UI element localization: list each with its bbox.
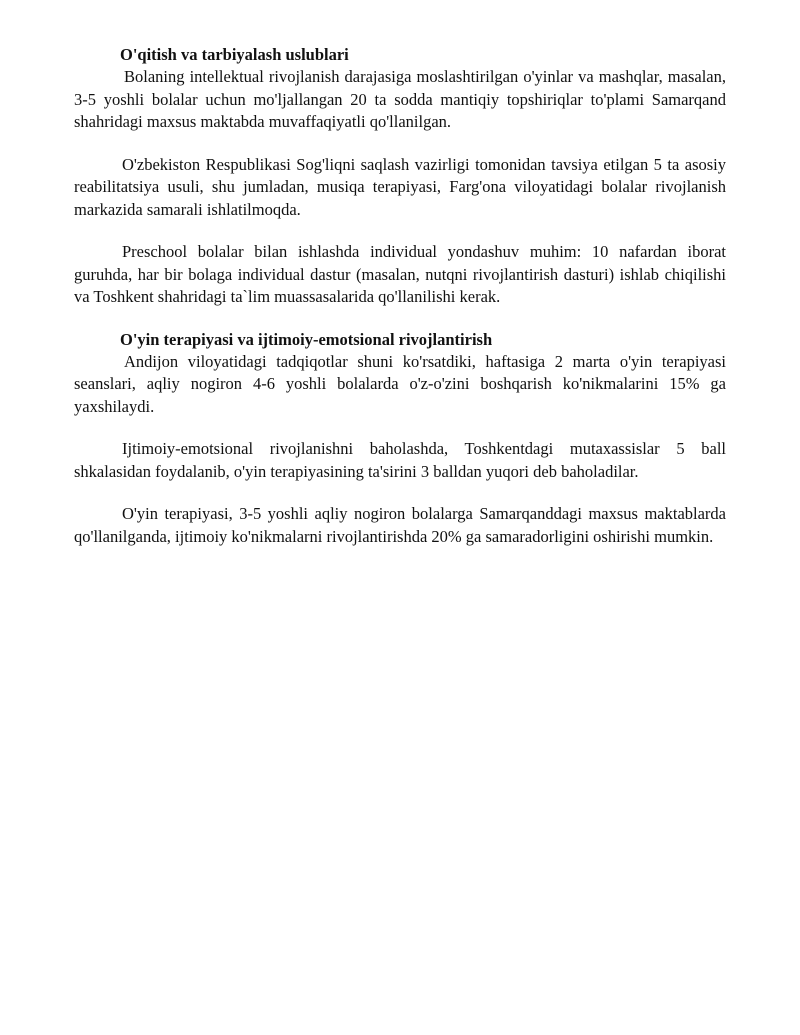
paragraph-gap (74, 221, 726, 241)
paragraph: Preschool bolalar bilan ishlashda individual yondashuv muhim: 10 nafardan iborat guruhda, har bir bolaga individual dastur (masalan, nutqni rivojlantirish dasturi) ishlab chiqilishi va Toshkent shahridagi ta`lim muassasalarida qo'llanilishi kerak. (74, 242, 726, 306)
paragraph-gap (74, 418, 726, 438)
section-gap (74, 309, 726, 329)
paragraph: O'zbekiston Respublikasi Sog'liqni saqlash vazirligi tomonidan tavsiya etilgan 5 ta asosiy reabilitatsiya usuli, shu jumladan, musiqa terapiyasi, Farg'ona viloyatidagi bolalar rivojlanish markazida samarali ishlatilmoqda. (74, 154, 726, 219)
paragraph: Bolaning intellektual rivojlanish darajasiga moslashtirilgan o'yinlar va mashqlar, masalan, 3-5 yoshli bolalar uchun mo'ljallangan 20 ta sodda mantiqiy topshiriqlar to'plami Samarqand shahridagi maxsus maktabda muvaffaqiyatli qo'llanilgan. (74, 67, 726, 131)
paragraph-gap (74, 483, 726, 503)
paragraph: Andijon viloyatidagi tadqiqotlar shuni ko'rsatdiki, haftasiga 2 marta o'yin terapiyasi seanslari, aqliy nogiron 4-6 yoshli bolalarda o'z-o'zini boshqarish ko'nikmalarini 15% ga yaxshilaydi. (74, 351, 726, 416)
section-heading-methods: O'qitish va tarbiyalash uslublari (120, 45, 349, 64)
paragraph: O'yin terapiyasi, 3-5 yoshli aqliy nogiron bolalarga Samarqanddagi maxsus maktablarda qo'llanilganda, ijtimoiy ko'nikmalarni rivojlantirishda 20% ga samaradorligini oshirishi mumkin. (74, 504, 726, 546)
section-heading-play-therapy: O'yin terapiyasi va ijtimoiy-emotsional rivojlantirish (120, 329, 493, 349)
document-page (74, 44, 726, 548)
paragraph: Ijtimoiy-emotsional rivojlanishni baholashda, Toshkentdagi mutaxassislar 5 ball shkalasidan foydalanib, o'yin terapiyasining ta'sirini 3 balldan yuqori deb baholadilar. (74, 439, 726, 481)
paragraph-gap (74, 134, 726, 154)
